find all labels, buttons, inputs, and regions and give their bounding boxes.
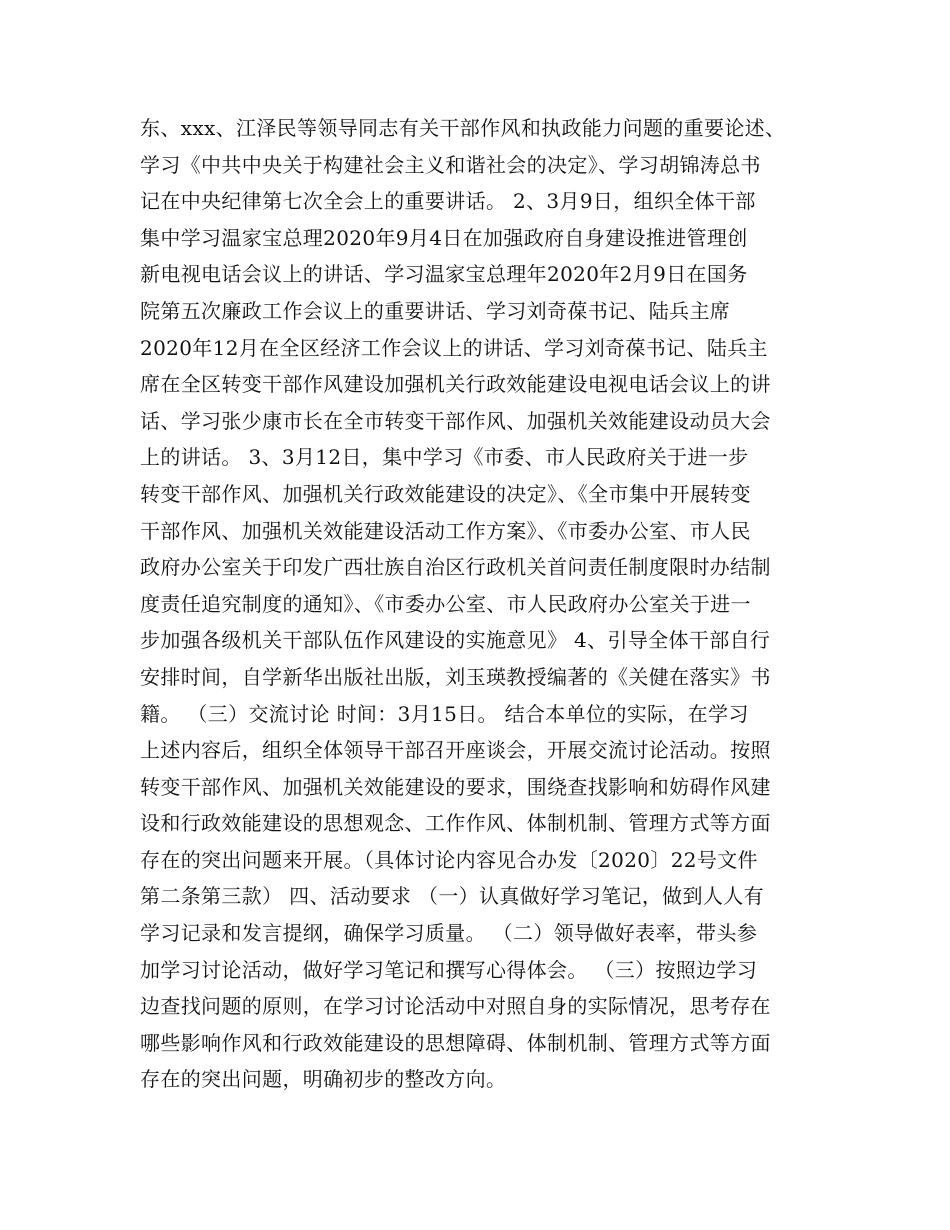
text-line: 籍。 （三）交流讨论 时间：3月15日。 结合本单位的实际，在学习 (140, 701, 749, 726)
text-line: 安排时间，自学新华出版社出版，刘玉瑛教授编著的《关健在落实》书 (140, 664, 771, 689)
text-line: 存在的突出问题来开展。（具体讨论内容见合办发〔2020〕22号文件 (140, 847, 758, 872)
document-body (140, 110, 820, 1098)
text-line: 集中学习温家宝总理2020年9月4日在加强政府自身建设推进管理创 (140, 225, 748, 250)
text-line: 上述内容后，组织全体领导干部召开座谈会，开展交流讨论活动。按照 (140, 738, 771, 763)
text-line: 加学习讨论活动，做好学习笔记和撰写心得体会。 （三）按照边学习 (140, 957, 758, 982)
text-line: 步加强各级机关干部队伍作风建设的实施意见》 4、引导全体干部自行 (140, 628, 771, 653)
text-line: 干部作风、加强机关效能建设活动工作方案》、《市委办公室、市人民 (140, 518, 751, 543)
text-line: 学习记录和发言提纲，确保学习质量。 （二）领导做好表率，带头参 (140, 921, 758, 946)
text-line: 学习《中共中央关于构建社会主义和谐社会的决定》、学习胡锦涛总书 (140, 152, 761, 177)
text-line: 席在全区转变干部作风建设加强机关行政效能建设电视电话会议上的讲 (140, 372, 771, 397)
text-line: 转变干部作风、加强机关效能建设的要求，围绕查找影响和妨碍作风建 (140, 774, 771, 799)
text-line: 2020年12月在全区经济工作会议上的讲话、学习刘奇葆书记、陆兵主 (140, 335, 768, 360)
text-line: 边查找问题的原则，在学习讨论活动中对照自身的实际情况，思考存在 (140, 994, 771, 1019)
text-line: 转变干部作风、加强机关行政效能建设的决定》、《全市集中开展转变 (140, 481, 751, 506)
text-line: 上的讲话。 3、3月12日，集中学习《市委、市人民政府关于进一步 (140, 445, 749, 470)
text-line: 政府办公室关于印发广西壮族自治区行政机关首问责任制度限时办结制 (140, 555, 771, 580)
text-line: 存在的突出问题，明确初步的整改方向。 (140, 1067, 507, 1092)
text-line: 度责任追究制度的通知》、《市委办公室、市人民政府办公室关于进一 (140, 591, 751, 616)
text-line: 记在中央纪律第七次全会上的重要讲话。 2、3月9日，组织全体干部 (140, 189, 756, 214)
text-line: 话、学习张少康市长在全市转变干部作风、加强机关效能建设动员大会 (140, 408, 771, 433)
text-line: 新电视电话会议上的讲话、学习温家宝总理年2020年2月9日在国务 (140, 262, 748, 287)
text-line: 设和行政效能建设的思想观念、工作作风、体制机制、管理方式等方面 (140, 811, 771, 836)
text-line: 哪些影响作风和行政效能建设的思想障碍、体制机制、管理方式等方面 (140, 1030, 771, 1055)
text-line: 院第五次廉政工作会议上的重要讲话、学习刘奇葆书记、陆兵主席 (140, 298, 731, 323)
text-line: 东、xxx、江泽民等领导同志有关干部作风和执政能力问题的重要论述、 (140, 116, 786, 140)
text-line: 第二条第三款） 四、活动要求 （一）认真做好学习笔记，做到人人有 (140, 884, 764, 909)
